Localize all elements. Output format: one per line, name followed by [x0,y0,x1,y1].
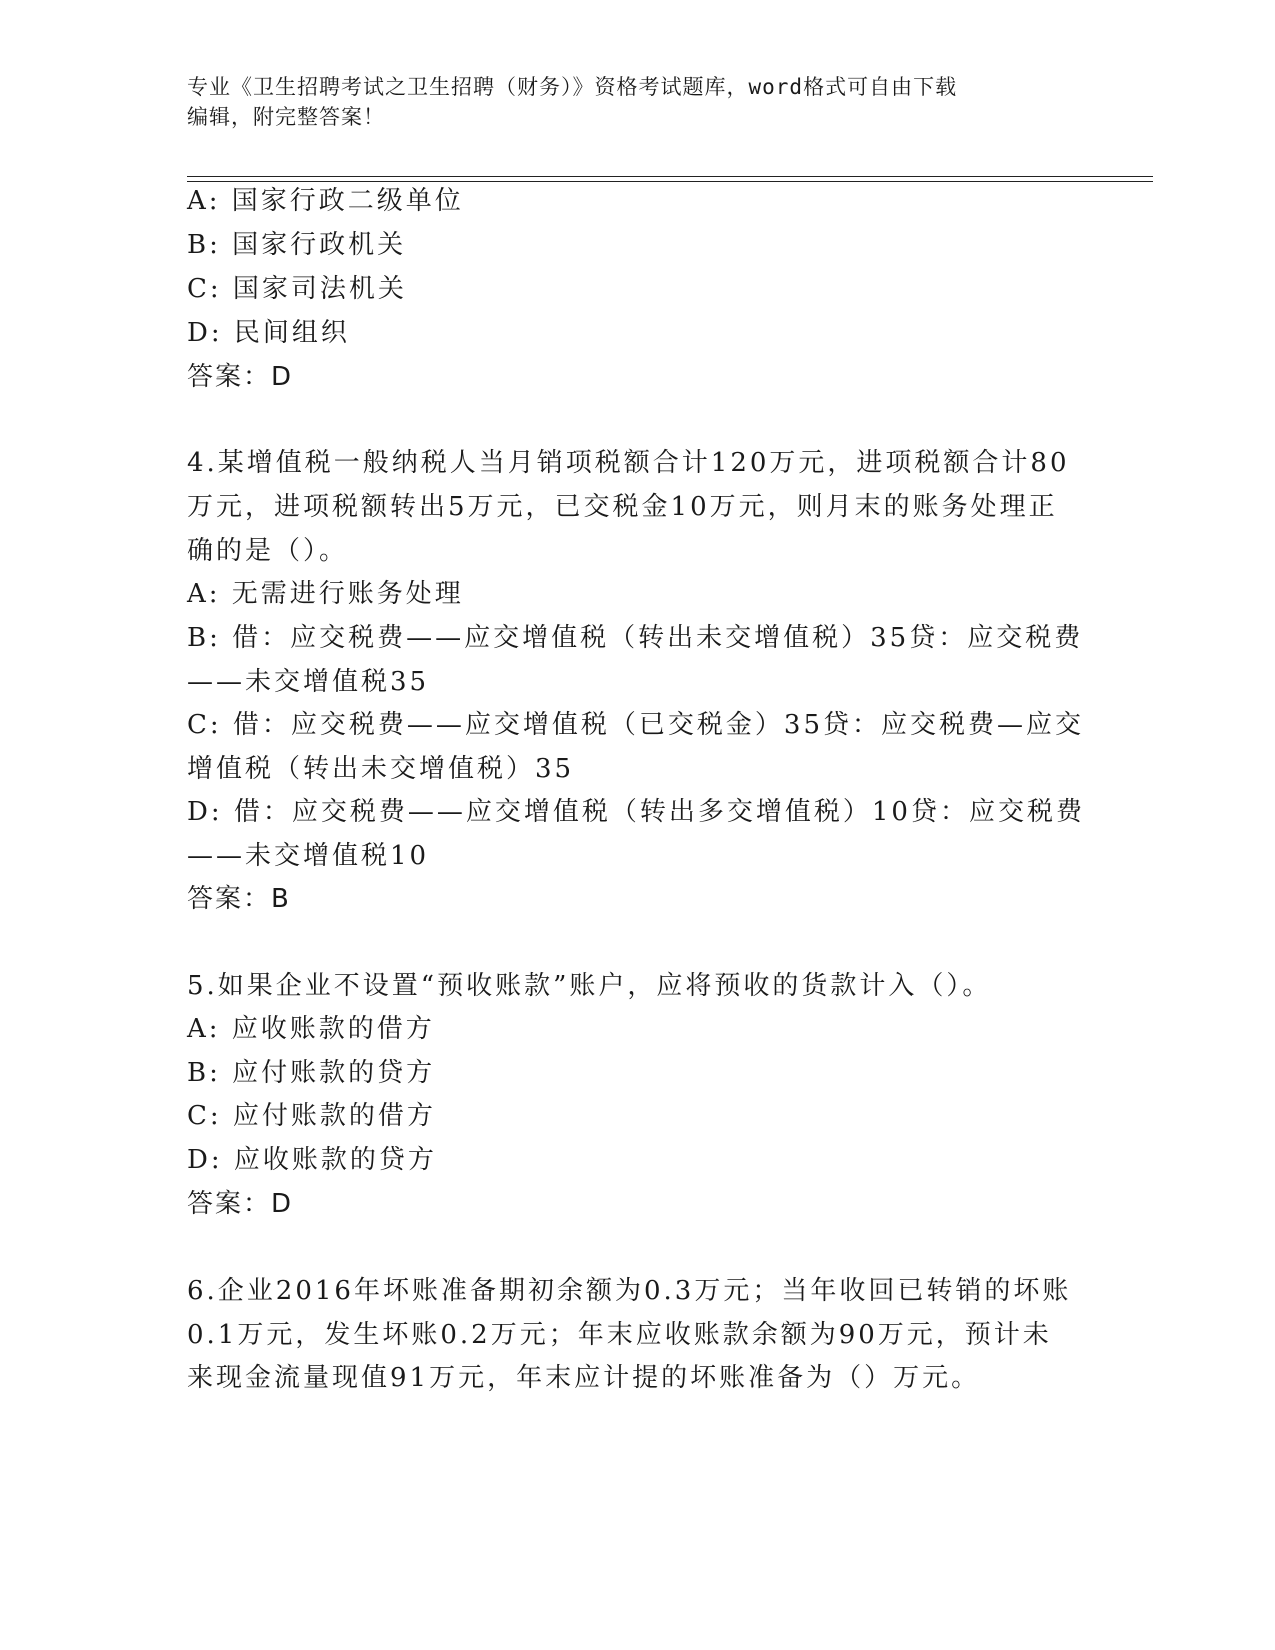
q4-option-b-line-1: B: 借：应交税费——应交增值税（转出未交增值税）35贷：应交税费 [187,623,1084,653]
header-line-2: 编辑，附完整答案！ [187,105,385,129]
q3-option-c: C: 国家司法机关 [187,274,407,304]
header-divider-bottom [187,181,1153,182]
q4-stem-line-1: 4.某增值税一般纳税人当月销项税额合计120万元，进项税额合计80 [187,448,1070,478]
q6-stem-line-3: 来现金流量现值91万元，年末应计提的坏账准备为（）万元。 [187,1363,981,1393]
document-header [187,72,1087,132]
q4-option-d-line-2: ——未交增值税10 [187,841,430,871]
q3-option-d: D: 民间组织 [187,318,350,348]
q3-option-b: B: 国家行政机关 [187,230,407,260]
q5-option-a: A: 应收账款的借方 [187,1014,435,1044]
q4-option-a: A: 无需进行账务处理 [187,579,464,609]
q5-option-c: C: 应付账款的借方 [187,1101,436,1131]
q6-stem-line-1: 6.企业2016年坏账准备期初余额为0.3万元；当年收回已转销的坏账 [187,1276,1072,1306]
q4-option-c-line-1: C: 借：应交税费——应交增值税（已交税金）35贷：应交税费—应交 [187,710,1085,740]
q5-stem: 5.如果企业不设置“预收账款”账户，应将预收的货款计入（）。 [187,971,992,1001]
q4-answer: 答案：B [187,884,291,914]
q4-option-d-line-1: D: 借：应交税费——应交增值税（转出多交增值税）10贷：应交税费 [187,797,1085,827]
q4-stem-line-3: 确的是（）。 [187,536,349,566]
q5-option-b: B: 应付账款的贷方 [187,1058,436,1088]
q5-answer: 答案：D [187,1189,294,1219]
q3-option-a: A: 国家行政二级单位 [187,186,464,216]
q4-stem-line-2: 万元，进项税额转出5万元，已交税金10万元，则月末的账务处理正 [187,492,1058,522]
header-line-1: 专业《卫生招聘考试之卫生招聘（财务）》资格考试题库，word格式可自由下载 [187,75,958,99]
q3-answer: 答案：D [187,362,294,392]
q4-option-b-line-2: ——未交增值税35 [187,667,430,697]
q4-option-c-line-2: 增值税（转出未交增值税）35 [187,754,575,784]
q6-stem-line-2: 0.1万元，发生坏账0.2万元；年末应收账款余额为90万元，预计未 [187,1320,1052,1350]
q5-option-d: D: 应收账款的贷方 [187,1145,437,1175]
header-divider-top [187,176,1153,177]
